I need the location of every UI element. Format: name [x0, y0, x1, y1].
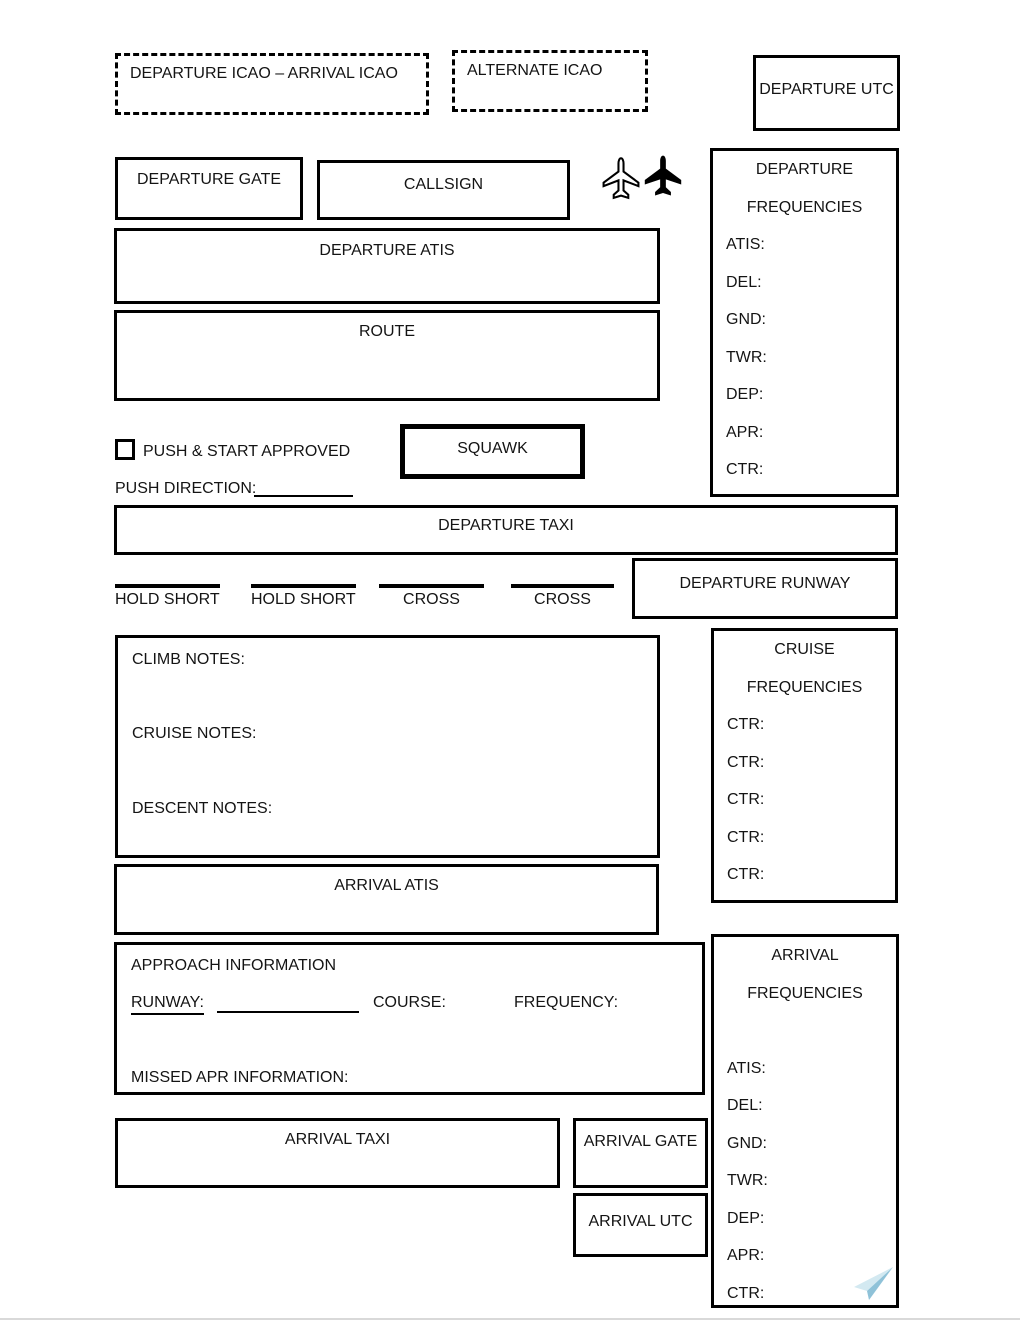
descent-notes-label: DESCENT NOTES: [132, 800, 273, 817]
alternate-icao-field[interactable] [452, 50, 648, 112]
departure-freq-apr-row[interactable]: APR: [726, 423, 764, 441]
departure-freq-ctr-row[interactable]: CTR: [726, 461, 764, 478]
arrival-gate-label: ARRIVAL GATE [583, 1133, 698, 1150]
departure-atis-field[interactable] [114, 228, 660, 304]
arrival-atis-field[interactable] [114, 864, 659, 935]
departure-freq-atis-row[interactable]: ATIS: [726, 236, 765, 253]
arrival-frequencies-spacer [714, 1012, 896, 1050]
push-start-label: PUSH & START APPROVED [143, 443, 351, 460]
arrival-atis-label: ARRIVAL ATIS [334, 877, 439, 894]
arrival-freq-del-row[interactable]: DEL: [727, 1097, 763, 1114]
arrival-taxi-label: ARRIVAL TAXI [284, 1131, 391, 1148]
cross-line-1[interactable] [379, 584, 484, 609]
cruise-freq-ctr-row-3[interactable]: CTR: [727, 791, 765, 808]
hold-short-line-2[interactable] [251, 584, 356, 609]
cruise-notes-label: CRUISE NOTES: [132, 725, 257, 742]
climb-notes-label: CLIMB NOTES: [132, 651, 245, 668]
cross-label-2: CROSS [534, 591, 591, 608]
cross-line-2[interactable] [511, 584, 614, 609]
dep-arr-icao-field[interactable] [115, 53, 429, 115]
callsign-label: CALLSIGN [403, 176, 484, 193]
departure-freq-del-row[interactable]: DEL: [726, 273, 762, 291]
departure-runway-label: DEPARTURE RUNWAY [679, 575, 851, 592]
arrival-freq-twr-row[interactable]: TWR: [727, 1172, 768, 1189]
arrival-freq-apr-row[interactable]: APR: [727, 1247, 765, 1264]
arrival-freq-atis-row[interactable]: ATIS: [727, 1059, 766, 1077]
departure-frequencies-panel [710, 148, 899, 497]
hold-short-label-2: HOLD SHORT [251, 591, 356, 608]
airplane-outline-icon [602, 155, 640, 203]
departure-utc-field[interactable] [753, 55, 900, 131]
arrival-gate-field[interactable] [573, 1118, 708, 1188]
paper-plane-icon [852, 1266, 894, 1302]
departure-gate-label: DEPARTURE GATE [136, 171, 282, 188]
cruise-frequencies-panel [711, 628, 898, 903]
cruise-freq-ctr-row-5[interactable]: CTR: [727, 866, 765, 883]
departure-freq-gnd-row[interactable]: GND: [726, 311, 766, 328]
route-label: ROUTE [359, 323, 415, 340]
page-edge-divider [0, 1318, 1020, 1320]
departure-utc-label: DEPARTURE UTC [759, 81, 894, 98]
departure-gate-field[interactable] [115, 157, 303, 220]
cruise-frequencies-title-line2: FREQUENCIES [746, 678, 863, 696]
missed-apr-label: MISSED APR INFORMATION: [131, 1069, 349, 1086]
approach-runway-blank[interactable] [217, 994, 359, 1013]
hold-short-line-1[interactable] [115, 584, 220, 609]
arrival-freq-dep-row[interactable]: DEP: [727, 1209, 765, 1227]
alternate-icao-label: ALTERNATE ICAO [467, 62, 603, 79]
flight-notes-field[interactable] [115, 635, 660, 858]
arrival-frequencies-panel [711, 934, 899, 1308]
departure-frequencies-title-line2: FREQUENCIES [746, 198, 863, 216]
arrival-frequencies-title-line1: ARRIVAL [771, 947, 839, 964]
approach-course-label: COURSE: [373, 994, 446, 1011]
arrival-freq-gnd-row[interactable]: GND: [727, 1134, 767, 1152]
arrival-frequencies-title-line2: FREQUENCIES [747, 984, 863, 1002]
departure-frequencies-title-line1: DEPARTURE [755, 161, 854, 178]
hold-short-label-1: HOLD SHORT [115, 591, 220, 608]
departure-freq-dep-row[interactable]: DEP: [726, 386, 764, 403]
arrival-utc-field[interactable] [573, 1193, 708, 1257]
departure-taxi-label: DEPARTURE TAXI [438, 517, 574, 534]
approach-information-field[interactable] [114, 942, 705, 1095]
route-field[interactable] [114, 310, 660, 401]
push-direction-blank[interactable] [254, 477, 353, 497]
departure-runway-field[interactable] [632, 558, 898, 619]
dep-arr-icao-label: DEPARTURE ICAO – ARRIVAL ICAO [130, 65, 398, 82]
cruise-freq-ctr-row-1[interactable]: CTR: [727, 716, 765, 733]
departure-taxi-field[interactable] [114, 505, 898, 555]
cruise-freq-ctr-row-2[interactable]: CTR: [727, 753, 765, 771]
cross-label-1: CROSS [403, 591, 460, 608]
squawk-label: SQUAWK [457, 440, 528, 457]
arrival-freq-ctr-row[interactable]: CTR: [727, 1284, 765, 1302]
departure-freq-twr-row[interactable]: TWR: [726, 348, 767, 366]
squawk-field[interactable] [400, 424, 585, 479]
push-direction-label: PUSH DIRECTION: [115, 480, 257, 497]
cruise-freq-ctr-row-4[interactable]: CTR: [727, 828, 765, 846]
departure-atis-label: DEPARTURE ATIS [319, 242, 455, 259]
arrival-taxi-field[interactable] [115, 1118, 560, 1188]
approach-information-label: APPROACH INFORMATION [131, 957, 337, 974]
approach-frequency-label: FREQUENCY: [514, 994, 619, 1011]
callsign-field[interactable] [317, 160, 570, 220]
approach-runway-label: RUNWAY: [131, 994, 204, 1015]
arrival-utc-label: ARRIVAL UTC [588, 1213, 693, 1230]
cruise-frequencies-title-line1: CRUISE [774, 641, 835, 658]
push-start-checkbox[interactable] [115, 439, 135, 460]
airplane-solid-icon [644, 152, 682, 202]
